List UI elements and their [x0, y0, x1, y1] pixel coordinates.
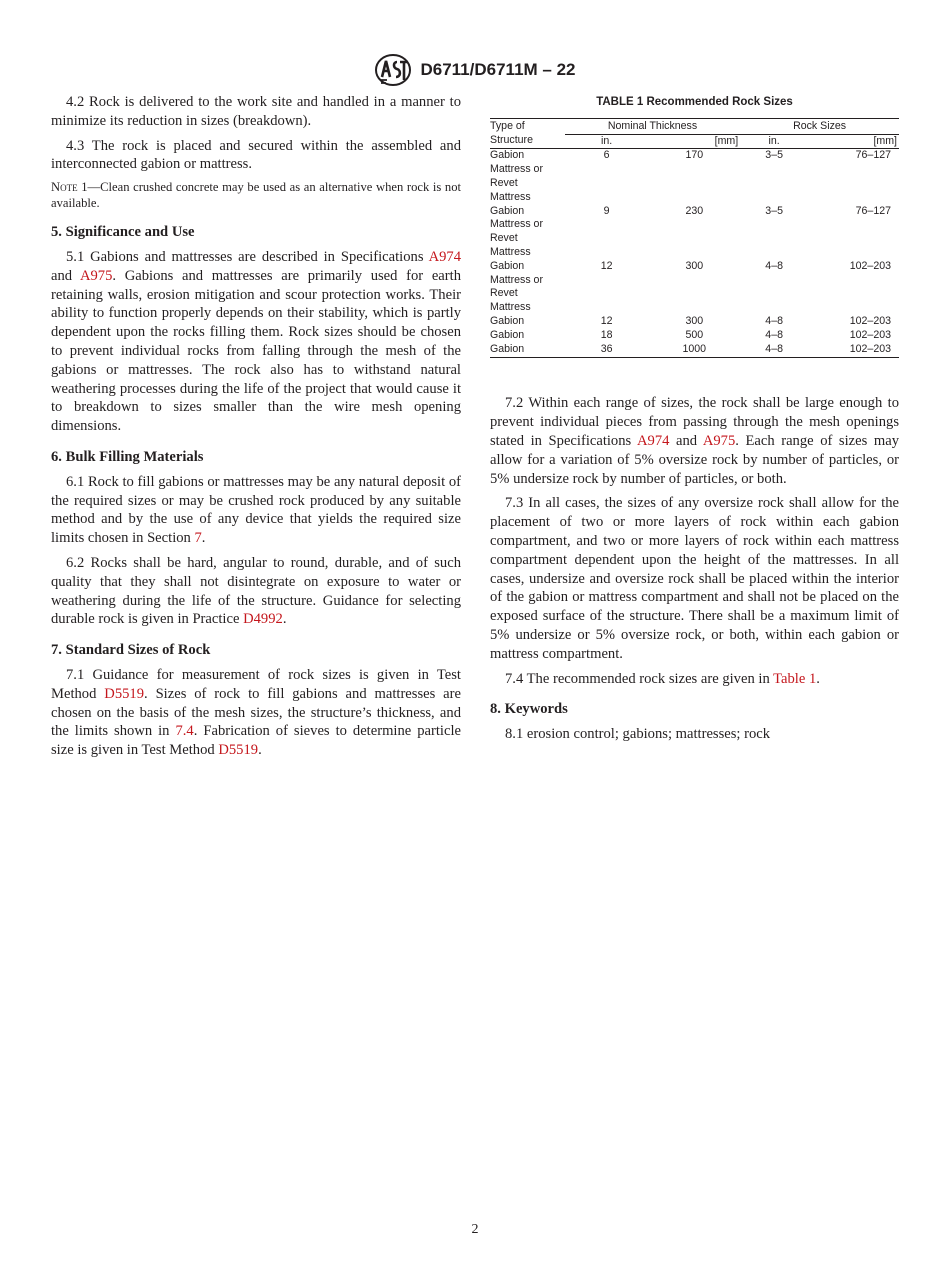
header-rock-in: in. — [740, 134, 808, 149]
link-d5519[interactable]: D5519 — [104, 685, 145, 702]
paragraph-4-2: 4.2 Rock is delivered to the work site and handled in a manner to minimize its reduction in sizes (breakdown). — [51, 94, 461, 129]
paragraph-7-1: 7.1 Guidance for measurement of rock sizes is given in Test Method D5519. Sizes of rock to fill gabions and mattresses are chosen on the basis of the mesh sizes, the structure’s thickness, and the limits shown in 7.4. Fabrication of sieves to determine particle size is given in Test Method D5519. — [51, 666, 461, 759]
table-row — [490, 329, 899, 343]
cell-thickness-in: 6 — [603, 149, 610, 162]
paragraph-5-1: 5.1 Gabions and mattresses are described in Specifications A974 and A975. Gabions and mattresses are primarily used for earth retaining walls, erosion mitigation and scour protection works. Their ability to function properly depends on their stability, which is partly dependent upon the rocks filling them. Rock sizes should be chosen to prevent individual rocks from falling through the mesh of the gabions or mattresses. The rock also has to withstand natural weathering processes during the life of the project that would cause it to breakdown to sizes smaller than the wire mesh opening dimensions. — [51, 248, 461, 435]
cell-thickness-in: 36 — [565, 343, 649, 358]
note-1 — [51, 180, 461, 211]
cell-rock-in: 3–5 — [765, 204, 783, 217]
rock-sizes-table — [490, 118, 899, 359]
structure-type-line: Gabion — [490, 328, 525, 341]
table-row — [490, 149, 899, 205]
section-6-heading: 6. Bulk Filling Materials — [51, 448, 204, 465]
paragraph-7-2: 7.2 Within each range of sizes, the rock shall be large enough to prevent individual pieces from passing through the mesh openings stated in Specifications A974 and A975. Each range of sizes may allow for a variation of 5% oversize rock by number of particles, or 5% undersize rock by number of particles, or both. — [490, 395, 899, 487]
link-d5519[interactable]: D5519 — [218, 742, 259, 759]
header-thickness-mm: [mm] — [648, 134, 740, 149]
structure-type-line: Gabion — [490, 149, 525, 162]
document-designation: D6711/D6711M – 22 — [420, 60, 576, 79]
structure-type-line: Gabion — [490, 342, 525, 355]
cell-rock-in: 4–8 — [765, 259, 783, 272]
right-column — [490, 93, 899, 750]
section-7-heading: 7. Standard Sizes of Rock — [51, 642, 211, 659]
page-number: 2 — [471, 1222, 479, 1237]
table-row — [490, 205, 899, 260]
cell-rock-in: 4–8 — [765, 328, 783, 341]
astm-logo-icon — [374, 53, 412, 87]
cell-rock-in: 3–5 — [765, 149, 783, 162]
page-header — [0, 52, 950, 88]
link-a974[interactable]: A974 — [428, 248, 461, 265]
cell-thickness-mm: 300 — [685, 314, 704, 327]
paragraph-7-3: 7.3 In all cases, the sizes of any oversize rock shall allow for the placement of two or more layers of rock within each gabion compartment, and two or more layers of rock within each mattress compartment dependent upon the height of the mattresses. In all cases, undersize and oversize rock shall be placed within the interior of the gabion or mattress compartment and shall not be placed on the exposed surface of the structure. There shall be a maximum limit of 5% undersize or 5% oversize rock, or both, within each gabion or mattress compartment. — [490, 495, 899, 662]
link-7-4[interactable]: 7.4 — [175, 723, 194, 740]
cell-thickness-mm: 230 — [685, 204, 704, 217]
cell-thickness-mm: 300 — [685, 259, 704, 272]
cell-thickness-mm: 1000 — [648, 343, 740, 358]
link-d4992[interactable]: D4992 — [243, 611, 283, 628]
paragraph-8-1: 8.1 erosion control; gabions; mattresses; rock — [505, 726, 771, 743]
cell-structure-type — [490, 205, 565, 260]
structure-type-line: Gabion — [490, 259, 525, 272]
structure-type-line: Gabion — [490, 314, 525, 327]
paragraph-6-2: 6.2 Rocks shall be hard, angular to round, durable, and of such quality that they shall not disintegrate on exposure to water or weathering during the life of the structure. Guidance for selecting durable rock is given in Practice D4992. — [51, 554, 461, 628]
table-row — [490, 260, 899, 315]
header-type-line1: Type of — [490, 118, 565, 134]
cell-thickness-in: 18 — [600, 328, 613, 341]
structure-type-line: Mattress or — [490, 218, 543, 231]
note-text: —Clean crushed concrete may be used as an alternative when rock is not available. — [51, 180, 461, 210]
structure-type-line: Gabion — [490, 204, 525, 217]
structure-type-line: Revet — [490, 287, 518, 300]
link-a974[interactable]: A974 — [636, 432, 670, 449]
structure-type-line: Mattress — [490, 245, 531, 258]
section-5-heading: 5. Significance and Use — [51, 224, 195, 241]
link-a975[interactable]: A975 — [702, 432, 736, 449]
cell-thickness-in: 12 — [600, 314, 613, 327]
cell-rock-mm: 102–203 — [808, 343, 899, 358]
table-row — [490, 343, 899, 358]
cell-structure-type — [490, 260, 565, 315]
cell-thickness-in: 12 — [600, 259, 613, 272]
structure-type-line: Mattress — [490, 301, 531, 314]
header-rock-mm: [mm] — [808, 134, 899, 149]
cell-rock-in: 4–8 — [765, 314, 783, 327]
link-a975[interactable]: A975 — [79, 267, 113, 284]
structure-type-line: Revet — [490, 232, 518, 245]
section-8-heading: 8. Keywords — [490, 701, 568, 718]
note-label: Note 1 — [51, 180, 88, 195]
structure-type-line: Mattress — [490, 190, 531, 203]
cell-thickness-in: 9 — [603, 204, 610, 217]
cell-structure-type — [490, 315, 565, 329]
header-type-line2: Structure — [490, 134, 565, 149]
paragraph-6-1: 6.1 Rock to fill gabions or mattresses may be any natural deposit of the required sizes or may be crushed rock produced by any suitable method and by the use of any device that yields the required size limits chosen in Section 7. — [51, 473, 461, 547]
cell-rock-mm: 76–127 — [855, 204, 891, 217]
table-row — [490, 315, 899, 329]
cell-rock-mm: 102–203 — [849, 314, 891, 327]
link-section-7[interactable]: 7 — [194, 530, 202, 547]
cell-rock-in: 4–8 — [740, 343, 808, 358]
cell-thickness-mm: 170 — [685, 149, 704, 162]
table-title: TABLE 1 Recommended Rock Sizes — [596, 96, 793, 108]
structure-type-line: Revet — [490, 176, 518, 189]
cell-rock-mm: 76–127 — [855, 149, 891, 162]
cell-rock-mm: 102–203 — [849, 259, 891, 272]
cell-thickness-mm: 500 — [685, 328, 704, 341]
structure-type-line: Mattress or — [490, 163, 543, 176]
cell-rock-mm: 102–203 — [849, 328, 891, 341]
header-thickness-in: in. — [565, 134, 649, 149]
cell-structure-type — [490, 149, 565, 205]
link-table-1[interactable]: Table 1 — [773, 670, 817, 687]
cell-structure-type — [490, 343, 565, 358]
cell-structure-type — [490, 329, 565, 343]
paragraph-7-4: 7.4 The recommended rock sizes are given in Table 1. — [505, 670, 820, 687]
header-rock-sizes: Rock Sizes — [740, 118, 899, 134]
header-nominal-thickness: Nominal Thickness — [565, 118, 740, 134]
left-column — [51, 93, 461, 766]
structure-type-line: Mattress or — [490, 273, 543, 286]
paragraph-4-3: 4.3 The rock is placed and secured within the assembled and interconnected gabion or mattress. — [51, 137, 461, 173]
